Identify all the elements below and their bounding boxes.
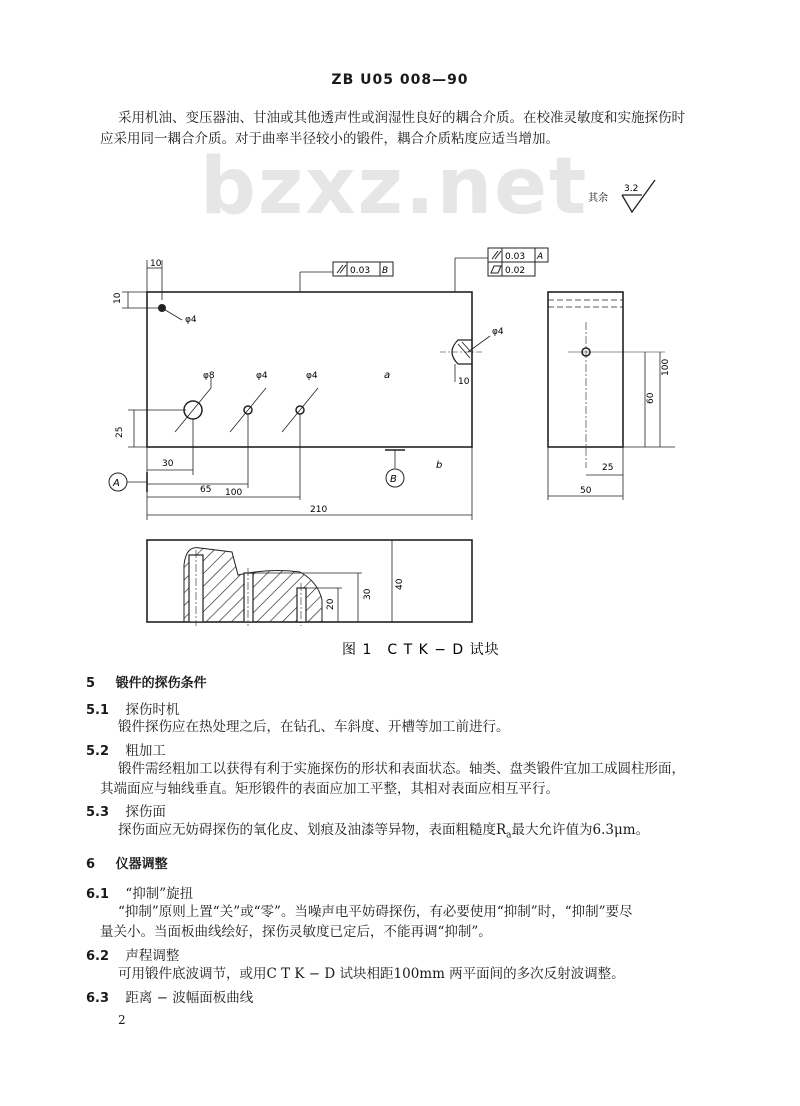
- intro-line-1: 采用机油、变压器油、甘油或其他透声性或润湿性良好的耦合介质。在校准灵敏度和实施探伤时: [118, 110, 685, 126]
- intro-line-2: 应采用同一耦合介质。对于曲率半径较小的锻件，耦合介质粘度应适当增加。: [100, 131, 559, 147]
- subsection-6-1: [86, 882, 193, 902]
- dim-210: 210: [310, 505, 328, 515]
- roughness-symbol: [588, 180, 655, 212]
- dim-100: 100: [225, 488, 243, 498]
- subsection-5-2-body-1: 锻件需经粗加工以获得有利于实施探伤的形状和表面状态。轴类、盘类锻件宜加工成圆柱形面，: [118, 761, 685, 777]
- dim-phi4-b: φ4: [256, 371, 268, 381]
- tol-right-1-value: 0.03: [505, 252, 526, 262]
- section-6-num: 6: [86, 857, 96, 872]
- subsection-5-3-body-sub: a: [506, 830, 512, 841]
- dim-10-top: 10: [150, 259, 162, 269]
- subsection-5-1-num: 5.1: [86, 703, 110, 718]
- dim-10-left: 10: [113, 292, 123, 304]
- subsection-6-3: [86, 986, 253, 1006]
- dim-side-60: 60: [646, 392, 656, 404]
- dim-phi8: φ8: [203, 371, 215, 381]
- section-6: [86, 853, 168, 872]
- section-5-num: 5: [86, 676, 96, 691]
- subsection-6-1-title: “抑制”旋扭: [125, 886, 194, 902]
- dim-sec-30: 30: [363, 588, 373, 600]
- subsection-5-2-title: 粗加工: [125, 743, 166, 759]
- tol-right-1-datum: A: [537, 252, 544, 262]
- dim-10-side: 10: [458, 377, 470, 387]
- dim-phi4-c: φ4: [306, 371, 318, 381]
- subsection-6-1-num: 6.1: [86, 887, 110, 902]
- section-view: [147, 540, 472, 626]
- subsection-5-3-num: 5.3: [86, 805, 110, 820]
- tol-top-datum: B: [382, 266, 389, 276]
- dim-25: 25: [115, 426, 125, 438]
- tol-top-value: 0.03: [350, 266, 371, 276]
- subsection-5-3: [86, 800, 166, 820]
- subsection-6-1-body-2: 量关小。当面板曲线绘好，探伤灵敏度已定后，不能再调“抑制”。: [100, 924, 492, 940]
- dim-phi4-a: φ4: [185, 315, 197, 325]
- subsection-6-2-num: 6.2: [86, 949, 110, 964]
- standard-header: ZB U05 008—90: [331, 72, 469, 88]
- subsection-6-2-title: 声程调整: [125, 948, 180, 964]
- subsection-6-3-num: 6.3: [86, 991, 110, 1006]
- figure-caption: 图 1 C T K − D 试块: [342, 642, 500, 658]
- roughness-value: 3.2: [624, 184, 639, 194]
- subsection-5-3-body: [118, 820, 649, 847]
- section-5: [86, 672, 207, 691]
- roughness-label: 其余: [588, 193, 608, 204]
- dim-65: 65: [200, 485, 212, 495]
- dim-side-25: 25: [602, 463, 614, 473]
- main-block-view: [109, 248, 548, 520]
- dim-30: 30: [162, 459, 174, 469]
- subsection-5-2: [86, 739, 166, 759]
- section-5-title: 锻件的探伤条件: [115, 676, 207, 691]
- subsection-5-1-body: 锻件探伤应在热处理之后，在钻孔、车斜度、开槽等加工前进行。: [118, 719, 510, 735]
- subsection-5-3-body-a: 探伤面应无妨碍探伤的氧化皮、划痕及油漆等异物，表面粗糙度R: [118, 822, 507, 838]
- subsection-5-1: [86, 698, 179, 718]
- subsection-6-2-body: 可用锻件底波调节，或用C T K − D 试块相距100mm 两平面间的多次反射波调整。: [118, 966, 625, 982]
- page-number: 2: [118, 1013, 126, 1027]
- section-6-title: 仪器调整: [115, 857, 168, 872]
- subsection-5-2-body-2: 其端面应与轴线垂直。矩形锻件的表面应加工平整，其相对表面应相互平行。: [100, 781, 559, 797]
- subsection-5-1-title: 探伤时机: [125, 702, 180, 718]
- subsection-5-2-num: 5.2: [86, 744, 110, 759]
- datum-a: A: [113, 478, 120, 489]
- dim-side-50: 50: [580, 486, 592, 496]
- datum-b: B: [390, 474, 397, 485]
- dim-side-100: 100: [661, 358, 671, 376]
- tol-right-2-value: 0.02: [505, 266, 526, 276]
- subsection-6-2: [86, 944, 179, 964]
- face-a: a: [384, 370, 391, 381]
- dim-sec-40: 40: [395, 578, 405, 590]
- face-b: b: [436, 460, 443, 471]
- dim-phi4-side: φ4: [492, 327, 504, 337]
- watermark: bzxz.net: [200, 142, 589, 232]
- subsection-6-1-body-1: “抑制”原则上置“关”或“零”。当噪声电平妨碍探伤，有必要使用“抑制”时，“抑制”要尽: [118, 904, 633, 920]
- dim-sec-20: 20: [326, 598, 336, 610]
- side-view: [548, 292, 675, 500]
- subsection-5-3-title: 探伤面: [125, 804, 166, 820]
- subsection-5-3-body-b: 最大允许值为6.3μm。: [511, 822, 650, 838]
- subsection-6-3-title: 距离 − 波幅面板曲线: [125, 990, 254, 1006]
